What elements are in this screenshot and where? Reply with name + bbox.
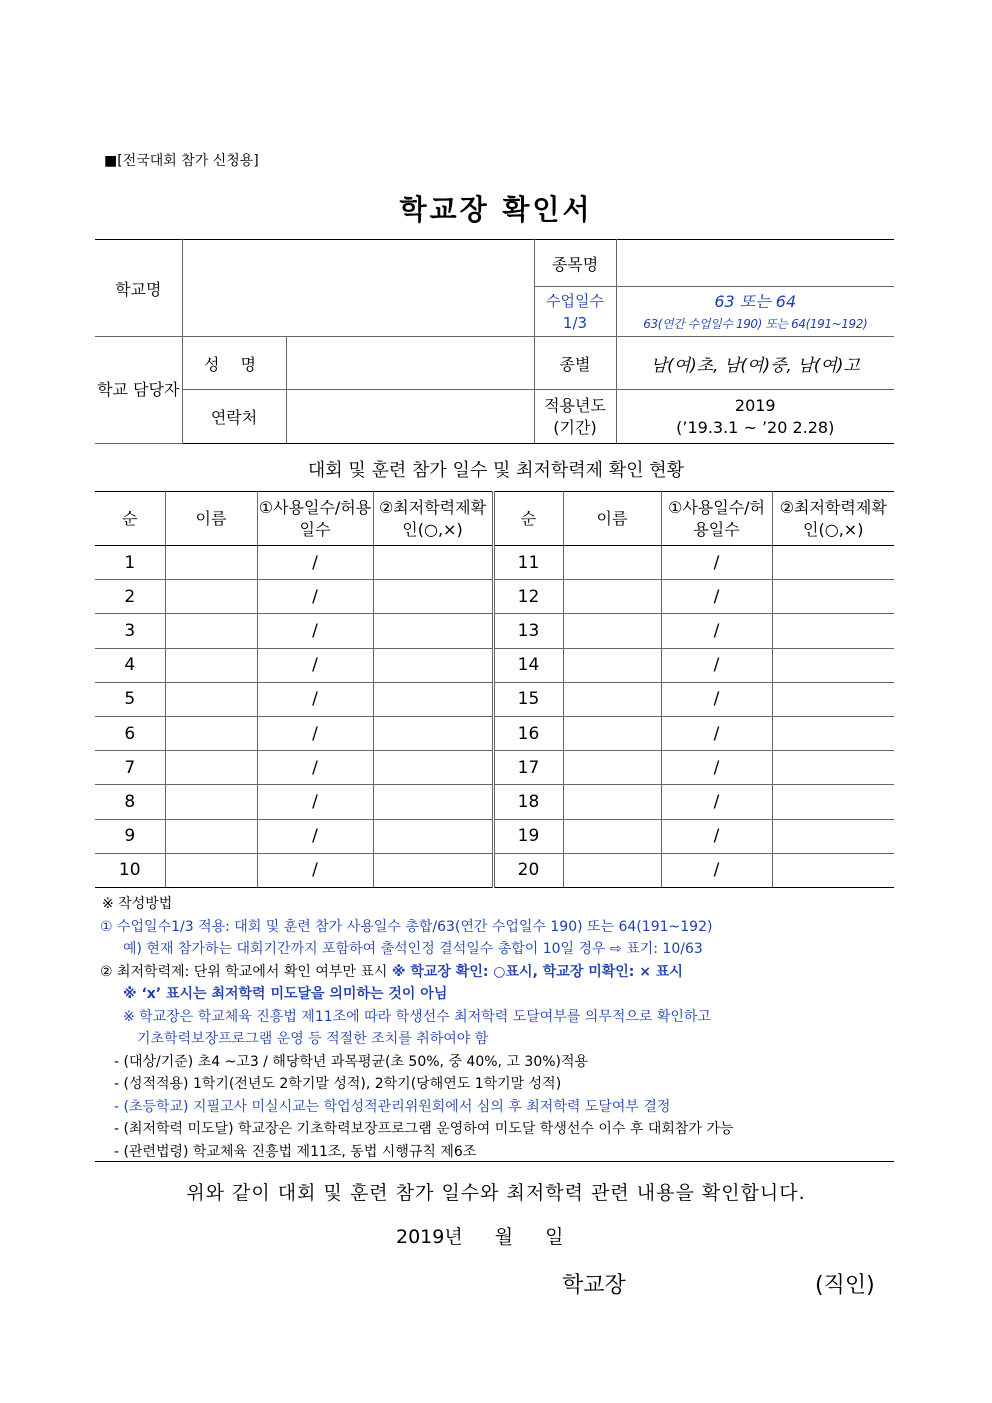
row-check-field[interactable] (772, 819, 894, 853)
row-check-field[interactable] (772, 682, 894, 716)
row-name-field[interactable] (165, 546, 257, 580)
row-days-slash[interactable]: / (661, 819, 772, 853)
year-period: (’19.3.1 ~ ’20 2.28) (676, 417, 835, 437)
col-num: 순 (95, 492, 165, 546)
row-num: 15 (493, 682, 563, 716)
row-num: 4 (95, 648, 165, 682)
days-sub: 63(연간 수업일수 190) 또는 64(191~192) (643, 316, 868, 331)
bullet-2: - (성적적용) 1학기(전년도 2학기말 성적), 2학기(당해연도 1학기말 성적) (114, 1076, 562, 1092)
row-days-slash[interactable]: / (257, 648, 373, 682)
row-check-field[interactable] (772, 716, 894, 750)
row-num: 11 (493, 546, 563, 580)
table-row (95, 751, 894, 785)
bullet-1: - (대상/기준) 초4 ~고3 / 해당학년 과목평균(초 50%, 중 40%, 고 30%)적용 (114, 1053, 589, 1070)
row-days-slash[interactable]: / (661, 682, 772, 716)
table-row (95, 614, 894, 648)
row-days-slash[interactable]: / (257, 785, 373, 819)
row-num: 20 (493, 853, 563, 887)
days-value (616, 287, 894, 337)
form-tag: ■[전국대회 참가 신청용] (104, 153, 259, 169)
row-days-slash[interactable]: / (661, 716, 772, 750)
seal-label: (직인) (815, 1273, 875, 1298)
row-name-field[interactable] (563, 716, 661, 750)
row-num: 18 (493, 785, 563, 819)
row-name-field[interactable] (165, 682, 257, 716)
row-name-field[interactable] (563, 648, 661, 682)
table-row (95, 648, 894, 682)
row-num: 2 (95, 580, 165, 614)
bullet-5: - (관련법령) 학교체육 진흥법 제11조, 동법 시행규칙 제6조 (114, 1143, 477, 1160)
note-2a-bold: ※ 학교장 확인: ○표시, 학교장 미확인: × 표시 (391, 963, 683, 980)
row-name-field[interactable] (563, 785, 661, 819)
table-row (95, 785, 894, 819)
row-check-field[interactable] (373, 546, 493, 580)
note-2a-plain: ② 최저학력제: 단위 학교에서 확인 여부만 표시 (100, 963, 392, 980)
type-label: 종별 (534, 337, 616, 390)
name-field[interactable] (286, 337, 534, 390)
manager-label: 학교 담당자 (95, 337, 182, 444)
row-num: 9 (95, 819, 165, 853)
col-name: 이름 (563, 492, 661, 546)
event-label: 종목명 (534, 240, 616, 287)
row-name-field[interactable] (563, 853, 661, 887)
row-days-slash[interactable]: / (661, 853, 772, 887)
days-label: 수업일수 1/3 (534, 287, 616, 337)
table-row (95, 682, 894, 716)
row-num: 6 (95, 716, 165, 750)
principal-label: 학교장 (562, 1273, 626, 1298)
type-value: 남(여)초, 남(여)중, 남(여)고 (616, 337, 894, 390)
table-row (95, 580, 894, 614)
row-check-field[interactable] (772, 614, 894, 648)
row-check-field[interactable] (772, 853, 894, 887)
row-check-field[interactable] (772, 751, 894, 785)
row-check-field[interactable] (373, 648, 493, 682)
year-number: 2019 (734, 395, 776, 415)
row-name-field[interactable] (165, 819, 257, 853)
row-name-field[interactable] (165, 648, 257, 682)
col-check: ②최저학력제확인(○,×) (772, 492, 894, 546)
row-name-field[interactable] (165, 614, 257, 648)
note-1a: ① 수업일수1/3 적용: 대회 및 훈련 참가 사용일수 총합/63(연간 수업일수 190) 또는 64(191~192) (100, 918, 713, 935)
row-check-field[interactable] (373, 682, 493, 716)
note-1b: 예) 현재 참가하는 대회기간까지 포함하여 출석인정 결석일수 총합이 10일 경우 ⇨ 표기: 10/63 (123, 941, 703, 957)
row-num: 14 (493, 648, 563, 682)
row-check-field[interactable] (373, 785, 493, 819)
row-name-field[interactable] (165, 853, 257, 887)
row-name-field[interactable] (165, 751, 257, 785)
row-name-field[interactable] (165, 580, 257, 614)
section-title: 대회 및 훈련 참가 일수 및 최저학력제 확인 현황 (307, 460, 685, 481)
row-days-slash[interactable]: / (661, 614, 772, 648)
days-main: 63 또는 64 (714, 291, 797, 311)
notes-heading: ※ 작성방법 (102, 896, 173, 912)
contact-label: 연락처 (182, 390, 286, 444)
year-value (616, 390, 894, 444)
row-check-field[interactable] (373, 751, 493, 785)
row-check-field[interactable] (772, 580, 894, 614)
row-days-slash[interactable]: / (661, 580, 772, 614)
bullet-4: - (최저학력 미도달) 학교장은 기초학력보장프로그램 운영하여 미도달 학생선수 이수 후 대회참가 가능 (114, 1121, 734, 1137)
note-2a (100, 961, 900, 984)
confirm-statement: 위와 같이 대회 및 훈련 참가 일수와 최저학력 관련 내용을 확인합니다. (186, 1182, 806, 1204)
row-name-field[interactable] (563, 580, 661, 614)
row-num: 17 (493, 751, 563, 785)
col-num: 순 (493, 492, 563, 546)
bullet-3: - (초등학교) 지필고사 미실시교는 학업성적관리위원회에서 심의 후 최저학력 도달여부 결정 (114, 1098, 671, 1115)
row-num: 16 (493, 716, 563, 750)
school-label: 학교명 (95, 240, 182, 337)
notes (100, 893, 900, 1163)
note-2c: ※ 학교장은 학교체육 진흥법 제11조에 따라 학생선수 최저학력 도달여부를 의무적으로 확인하고 (123, 1008, 711, 1025)
row-days-slash[interactable]: / (661, 751, 772, 785)
row-check-field[interactable] (772, 648, 894, 682)
row-days-slash[interactable]: / (257, 614, 373, 648)
row-days-slash[interactable]: / (257, 580, 373, 614)
year-label: 적용년도 (기간) (534, 390, 616, 444)
row-num: 1 (95, 546, 165, 580)
row-num: 8 (95, 785, 165, 819)
info-table (95, 239, 894, 444)
event-field[interactable] (616, 240, 894, 287)
row-num: 5 (95, 682, 165, 716)
row-name-field[interactable] (165, 716, 257, 750)
row-days-slash[interactable]: / (661, 785, 772, 819)
row-days-slash[interactable]: / (257, 819, 373, 853)
note-2d: 기초학력보장프로그램 운영 등 적절한 조치를 취하여야 함 (137, 1031, 489, 1047)
row-days-slash[interactable]: / (257, 853, 373, 887)
participation-table (95, 491, 894, 888)
row-name-field[interactable] (563, 614, 661, 648)
school-field[interactable] (182, 240, 534, 337)
row-num: 19 (493, 819, 563, 853)
page-title: 학교장 확인서 (399, 193, 593, 226)
col-days: ①사용일수/허용일수 (661, 492, 772, 546)
row-num: 7 (95, 751, 165, 785)
row-check-field[interactable] (772, 546, 894, 580)
row-num: 13 (493, 614, 563, 648)
row-num: 10 (95, 853, 165, 887)
name-label: 성 명 (182, 337, 286, 390)
row-days-slash[interactable]: / (257, 546, 373, 580)
row-name-field[interactable] (563, 751, 661, 785)
note-2b: ※ ‘x’ 표시는 최저학력 미도달을 의미하는 것이 아님 (123, 986, 448, 1002)
table-header (95, 492, 894, 546)
divider (95, 1161, 894, 1162)
row-check-field[interactable] (373, 853, 493, 887)
row-name-field[interactable] (563, 682, 661, 716)
row-name-field[interactable] (563, 819, 661, 853)
table-row (95, 546, 894, 580)
row-days-slash[interactable]: / (257, 751, 373, 785)
row-check-field[interactable] (373, 614, 493, 648)
sign-date: 2019년 월 일 (396, 1226, 564, 1248)
row-days-slash[interactable]: / (257, 682, 373, 716)
row-days-slash[interactable]: / (661, 546, 772, 580)
row-name-field[interactable] (165, 785, 257, 819)
contact-field[interactable] (286, 390, 534, 444)
row-check-field[interactable] (373, 819, 493, 853)
row-name-field[interactable] (563, 546, 661, 580)
row-days-slash[interactable]: / (257, 716, 373, 750)
row-days-slash[interactable]: / (661, 648, 772, 682)
row-check-field[interactable] (772, 785, 894, 819)
row-check-field[interactable] (373, 580, 493, 614)
col-check: ②최저학력제확인(○,×) (373, 492, 493, 546)
col-name: 이름 (165, 492, 257, 546)
row-num: 12 (493, 580, 563, 614)
row-check-field[interactable] (373, 716, 493, 750)
table-row (95, 853, 894, 887)
table-row (95, 819, 894, 853)
table-row (95, 716, 894, 750)
col-days: ①사용일수/허용일수 (257, 492, 373, 546)
row-num: 3 (95, 614, 165, 648)
